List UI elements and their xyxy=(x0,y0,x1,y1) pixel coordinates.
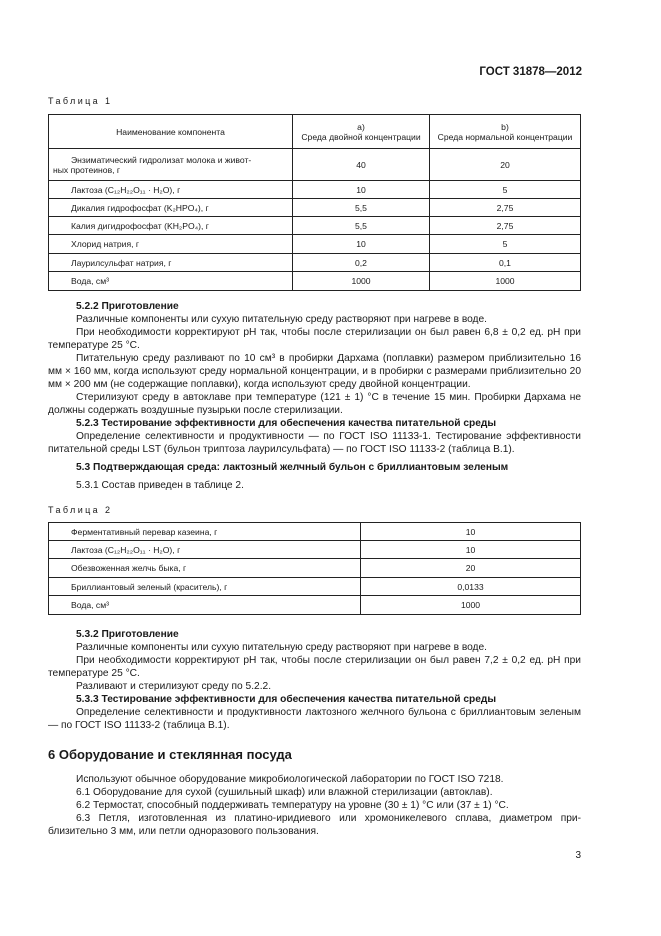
table2-row-value: 0,0133 xyxy=(361,578,581,596)
table-row xyxy=(49,559,581,578)
section-5-2-3-title: 5.2.3 Тестирование эффективности для обеспечения качества питательной среды xyxy=(76,418,497,429)
table1-row-a: 0,2 xyxy=(293,254,430,272)
table1-row-name: Хлорид натрия, г xyxy=(49,235,293,254)
table1-col-b-text: Среда нормальной концентрации xyxy=(437,131,573,142)
table1-row-a: 10 xyxy=(293,181,430,199)
table1-col-b-label: b) xyxy=(501,121,509,132)
table1-row-name xyxy=(49,149,293,181)
table2-row-name: Вода, см³ xyxy=(49,596,361,615)
table2-row-value: 10 xyxy=(361,523,581,541)
section-5-2-2 xyxy=(48,300,581,492)
table-row xyxy=(49,217,581,235)
table1-row-a: 10 xyxy=(293,235,430,254)
section-5-3-title: 5.3 Подтверждающая среда: лактозный желчный бульон с бриллиантовым зеленым xyxy=(76,462,509,473)
table1-row-name: Дикалия гидрофосфат (K₂HPO₄), г xyxy=(49,199,293,217)
table-row xyxy=(49,254,581,272)
paragraph: Определение селективности и продуктивности — по ГОСТ ISO 11133-1. Тестирование эффективности питательной среды LST (бульон триптоза лаурилсульфата) — по ГОСТ ISO 11133-2 (таблица В.1). xyxy=(48,431,581,455)
table1-row-name: Вода, см³ xyxy=(49,272,293,291)
table1-caption: Таблица 1 xyxy=(48,96,113,106)
paragraph: При необходимости корректируют pH так, чтобы после стерилизации он был равен 7,2 ± 0,2 ед. pH при температуре 25 °C. xyxy=(48,655,581,679)
section-5-3-3-title: 5.3.3 Тестирование эффективности для обеспечения качества питательной среды xyxy=(76,694,497,705)
section-6 xyxy=(48,773,581,838)
table2-caption: Таблица 2 xyxy=(48,505,113,515)
section-5-3-2-title: 5.3.2 Приготовление xyxy=(76,629,179,640)
document-header: ГОСТ 31878—2012 xyxy=(479,66,582,78)
table2-row-value: 1000 xyxy=(361,596,581,615)
table1-col-a-label: a) xyxy=(357,121,365,132)
table1-row-a: 5,5 xyxy=(293,217,430,235)
table1-col-a xyxy=(293,115,430,149)
table1-row-b: 1000 xyxy=(430,272,581,291)
table1-row-b: 2,75 xyxy=(430,217,581,235)
paragraph: При необходимости корректируют pH так, чтобы после стерилизации он был равен 6,8 ± 0,2 ед. pH при температуре 25 °C. xyxy=(48,327,581,351)
table1-col-name: Наименование компонента xyxy=(49,115,293,149)
paragraph: 6.1 Оборудование для сухой (сушильный шкаф) или влажной стерилизации (автоклав). xyxy=(76,787,493,798)
table-row xyxy=(49,149,581,181)
table1-row-name-line2: ных протеинов, г xyxy=(53,164,121,175)
table-row xyxy=(49,181,581,199)
table1 xyxy=(48,114,581,291)
table-row xyxy=(49,272,581,291)
paragraph: 6.3 Петля, изготовленная из платино-иридиевого или хромоникелевого сплава, диаметром приблизительно 3 мм, или петли одноразового пользования. xyxy=(48,813,581,837)
table1-row-name: Калия дигидрофосфат (KH₂PO₄), г xyxy=(49,217,293,235)
table1-row-b: 20 xyxy=(430,149,581,181)
paragraph: Различные компоненты или сухую питательную среду растворяют при нагреве в воде. xyxy=(76,314,487,325)
table-row xyxy=(49,199,581,217)
section-5-2-2-title: 5.2.2 Приготовление xyxy=(76,301,179,312)
table1-row-a: 40 xyxy=(293,149,430,181)
paragraph: Используют обычное оборудование микробиологической лаборатории по ГОСТ ISO 7218. xyxy=(76,774,504,785)
table2-row-name: Ферментативный перевар казеина, г xyxy=(49,523,361,541)
table1-row-name: Лаурилсульфат натрия, г xyxy=(49,254,293,272)
section-6-title: 6 Оборудование и стеклянная посуда xyxy=(48,747,292,762)
table2-row-name: Обезвоженная желчь быка, г xyxy=(49,559,361,578)
table-row xyxy=(49,578,581,596)
table1-col-a-text: Среда двойной концентрации xyxy=(301,131,421,142)
table2-row-name: Бриллиантовый зеленый (краситель), г xyxy=(49,578,361,596)
table1-row-b: 5 xyxy=(430,181,581,199)
table1-header-row xyxy=(49,115,581,149)
table2-row-name: Лактоза (C₁₂H₂₂O₁₁ · H₂O), г xyxy=(49,541,361,559)
table1-row-name: Лактоза (C₁₂H₂₂O₁₁ · H₂O), г xyxy=(49,181,293,199)
paragraph: Разливают и стерилизуют среду по 5.2.2. xyxy=(76,681,272,692)
paragraph: Питательную среду разливают по 10 см³ в пробирки Дархама (поплавки) размером приблизительно 16 мм × 160 мм, когда используют среду нормальной концентрации, и в пробирки с размерами приблизительно 20 мм × 200 мм (не содержащие поплавки), когда используют среду двойной концентрации. xyxy=(48,353,581,390)
table1-row-a: 1000 xyxy=(293,272,430,291)
table1-row-b: 2,75 xyxy=(430,199,581,217)
table-row xyxy=(49,235,581,254)
table-row xyxy=(49,541,581,559)
table2-row-value: 10 xyxy=(361,541,581,559)
paragraph: Различные компоненты или сухую питательную среду растворяют при нагреве в воде. xyxy=(76,642,487,653)
page-number: 3 xyxy=(575,850,581,861)
paragraph: Определение селективности и продуктивности лактозного желчного бульона с бриллиантовым зеленым — по ГОСТ ISO 11133-2 (таблица В.1). xyxy=(48,707,581,731)
paragraph: 6.2 Термостат, способный поддерживать температуру на уровне (30 ± 1) °C или (37 ± 1) °C. xyxy=(76,800,509,811)
table-row xyxy=(49,596,581,615)
table1-row-b: 0,1 xyxy=(430,254,581,272)
paragraph: 5.3.1 Состав приведен в таблице 2. xyxy=(76,480,244,491)
table1-row-a: 5,5 xyxy=(293,199,430,217)
table1-col-b xyxy=(430,115,581,149)
table1-row-name-line1: Энзиматический гидролизат молока и живот- xyxy=(71,154,252,165)
table-row xyxy=(49,523,581,541)
paragraph: Стерилизуют среду в автоклаве при температуре (121 ± 1) °C в течение 15 мин. Пробирки Дархама не должны содержать воздушные пузырьки после стерилизации. xyxy=(48,392,581,416)
table2 xyxy=(48,522,581,615)
section-5-3-2 xyxy=(48,628,581,732)
table1-row-b: 5 xyxy=(430,235,581,254)
table2-row-value: 20 xyxy=(361,559,581,578)
